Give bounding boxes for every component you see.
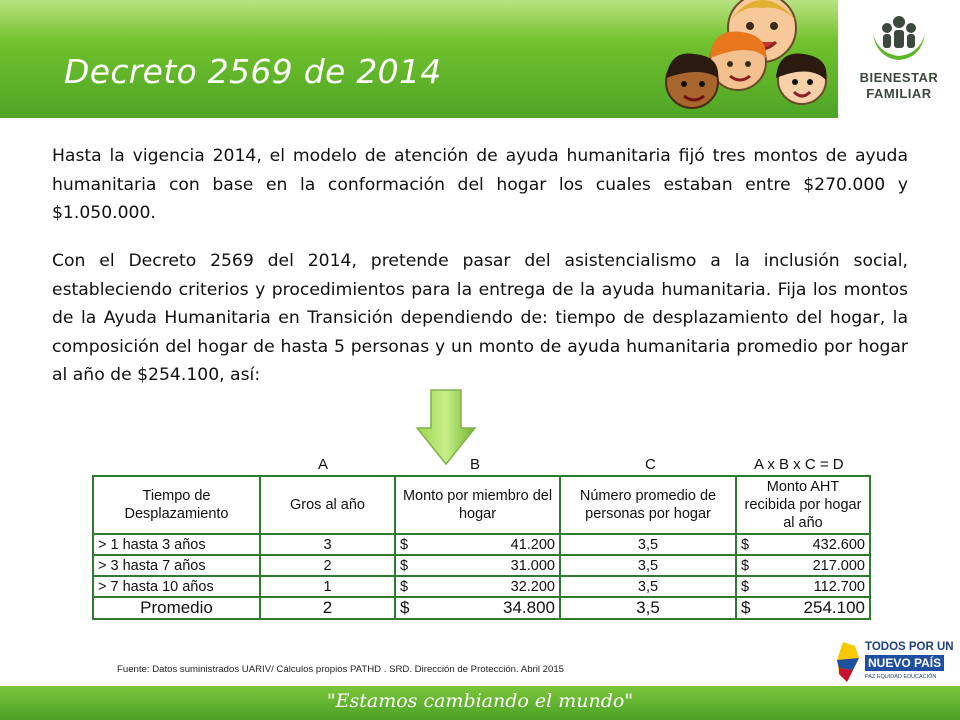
cell-monto-value: 41.200 xyxy=(510,536,555,553)
cell-monto-value: 32.200 xyxy=(510,578,555,595)
family-hands-icon xyxy=(869,14,929,62)
currency-symbol: $ xyxy=(741,578,750,595)
gov-logo-line3: PAZ EQUIDAD EDUCACIÓN xyxy=(865,674,937,680)
footer-slogan: "Estamos cambiando el mundo" xyxy=(326,690,634,712)
logo-text-line1: BIENESTAR xyxy=(859,70,939,85)
cell-total-avg xyxy=(736,597,870,619)
cell-monto xyxy=(395,534,560,555)
header-monto: Monto por miembro del hogar xyxy=(395,476,560,534)
cell-monto xyxy=(395,555,560,576)
gov-logo-line2 xyxy=(865,655,944,671)
cell-total-avg-value: 254.100 xyxy=(803,598,865,617)
cell-total-value: 432.600 xyxy=(812,536,865,553)
cell-monto-avg-value: 34.800 xyxy=(503,598,555,617)
todos-por-un-nuevo-pais-logo xyxy=(835,638,955,688)
cell-personas: 3,5 xyxy=(560,576,736,597)
table-header-row xyxy=(93,476,870,534)
logo-text-line2: FAMILIAR xyxy=(866,86,932,101)
page-title: Decreto 2569 de 2014 xyxy=(64,52,442,91)
currency-symbol: $ xyxy=(400,557,409,574)
cell-total-value: 217.000 xyxy=(812,557,865,574)
column-letter-b: B xyxy=(470,456,481,473)
currency-symbol: $ xyxy=(741,536,750,553)
table-row xyxy=(93,576,870,597)
cell-giros: 1 xyxy=(260,576,395,597)
table-row xyxy=(93,534,870,555)
aid-amounts-table xyxy=(92,475,871,620)
header-banner xyxy=(0,0,960,118)
cell-total xyxy=(736,576,870,597)
children-illustration xyxy=(650,0,840,118)
gov-logo-line1: TODOS POR UN xyxy=(865,641,954,653)
cell-monto-avg xyxy=(395,597,560,619)
cell-tiempo: > 1 hasta 3 años xyxy=(93,534,260,555)
table-row xyxy=(93,555,870,576)
header-tiempo: Tiempo de Desplazamiento xyxy=(93,476,260,534)
cell-personas: 3,5 xyxy=(560,534,736,555)
cell-giros: 2 xyxy=(260,555,395,576)
cell-total xyxy=(736,534,870,555)
cell-total-value: 112.700 xyxy=(813,578,865,595)
cell-giros: 3 xyxy=(260,534,395,555)
gov-logo-line2-text: NUEVO PAÍS xyxy=(868,656,942,670)
table-average-row xyxy=(93,597,870,619)
currency-symbol: $ xyxy=(741,598,751,617)
currency-symbol: $ xyxy=(400,578,409,595)
column-letter-c: C xyxy=(645,456,656,473)
footer-bar xyxy=(0,686,960,720)
paragraph-2: Con el Decreto 2569 del 2014, pretende pasar del asistencialismo a la inclusión social, estableciendo criterios y procedimientos para la entrega de la ayuda humanitaria. Fija los montos de la Ayuda Humanitaria en Transición dependiendo de: tiempo de desplazamiento del hogar, la composición del hogar de hasta 5 personas y un monto de ayuda humanitaria promedio por hogar al año de $254.100, así: xyxy=(52,251,908,385)
cell-personas-avg: 3,5 xyxy=(560,597,736,619)
column-letter-a: A xyxy=(318,456,329,473)
bienestar-familiar-logo xyxy=(838,0,960,118)
cell-personas: 3,5 xyxy=(560,555,736,576)
currency-symbol: $ xyxy=(400,536,409,553)
currency-symbol: $ xyxy=(400,598,410,617)
cell-tiempo: > 3 hasta 7 años xyxy=(93,555,260,576)
source-note: Fuente: Datos suministrados UARIV/ Cálculos propios PATHD . SRD. Dirección de Protección. Abril 2015 xyxy=(117,664,565,675)
down-arrow-icon xyxy=(415,388,477,466)
cell-monto xyxy=(395,576,560,597)
paragraph-1: Hasta la vigencia 2014, el modelo de atención de ayuda humanitaria fijó tres montos de ayuda humanitaria con base en la conformación del hogar los cuales estaban entre $270.000 y $1.050.000. xyxy=(52,146,908,223)
column-letter-d: A x B x C = D xyxy=(754,456,844,473)
cell-total xyxy=(736,555,870,576)
colombia-map-icon xyxy=(835,640,861,684)
cell-giros-avg: 2 xyxy=(260,597,395,619)
currency-symbol: $ xyxy=(741,557,750,574)
cell-promedio-label: Promedio xyxy=(93,597,260,619)
header-personas: Número promedio de personas por hogar xyxy=(560,476,736,534)
header-giros: Gros al año xyxy=(260,476,395,534)
cell-tiempo: > 7 hasta 10 años xyxy=(93,576,260,597)
header-total: Monto AHT recibida por hogar al año xyxy=(736,476,870,534)
cell-monto-value: 31.000 xyxy=(510,557,555,574)
